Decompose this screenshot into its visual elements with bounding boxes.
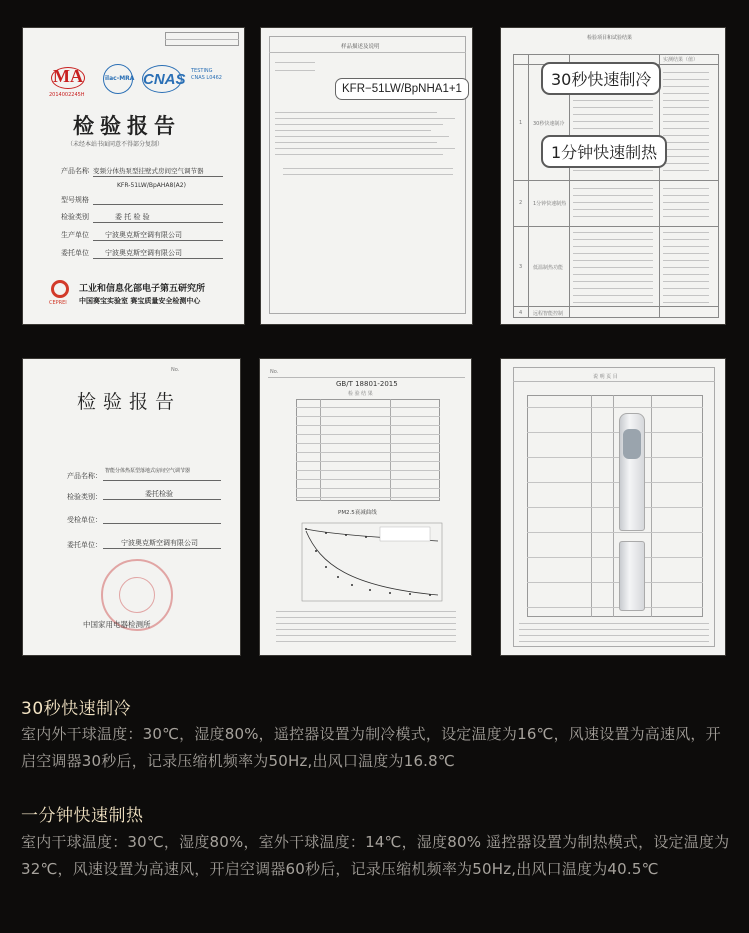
institute-name: 中国家用电器检测所 bbox=[83, 620, 151, 629]
field-label: 委托单位 bbox=[61, 249, 89, 257]
text-line bbox=[663, 72, 709, 73]
text-line bbox=[663, 93, 709, 94]
text-line bbox=[527, 407, 703, 408]
text-line bbox=[573, 216, 653, 217]
text-line bbox=[527, 457, 703, 458]
text-line bbox=[275, 118, 455, 119]
text-line bbox=[275, 124, 443, 125]
field-label: 受检单位： bbox=[67, 516, 102, 524]
ilac-logo-icon bbox=[103, 64, 133, 94]
text-line bbox=[663, 121, 709, 122]
divider bbox=[613, 395, 614, 617]
cma-logo-text: MA bbox=[53, 66, 83, 86]
institute-abbr: CEPREI bbox=[49, 300, 67, 306]
report-image-4[interactable] bbox=[22, 358, 241, 656]
text-line bbox=[663, 149, 709, 150]
text-line bbox=[663, 232, 709, 233]
document-heading: 说 明 页 目 bbox=[593, 374, 618, 380]
field-value-model: KFR-51LW/BpAHA8(A2) bbox=[117, 182, 186, 189]
field-label: 检验类别： bbox=[67, 493, 102, 501]
model-callout: KFR−51LW/BpNHA1+1 bbox=[335, 78, 469, 100]
field-underline bbox=[103, 480, 221, 481]
report-image-5[interactable] bbox=[259, 358, 472, 656]
text-line bbox=[663, 202, 709, 203]
text-line bbox=[573, 274, 653, 275]
cma-code: 2014002245H bbox=[49, 92, 85, 98]
institute-name: 工业和信息化部电子第五研究所 bbox=[79, 284, 206, 294]
section-body-heating: 室内干球温度：30℃，湿度80%，室外干球温度：14℃，湿度80% 遥控器设置为制热模式，设定温度为32℃，风速设置为高速风，开启空调器60秒后，记录压缩机频率为50Hz,出风口温度为40.5℃ bbox=[21, 833, 730, 878]
cnas-sub: TESTING CNAS L0462 bbox=[191, 68, 222, 81]
standard-code: GB/T 18801-2015 bbox=[336, 380, 398, 388]
report-image-3[interactable] bbox=[500, 27, 726, 325]
heating-callout: 1分钟快速制热 bbox=[541, 135, 667, 168]
text-line bbox=[527, 482, 703, 483]
row-item: 1分钟快速制热 bbox=[533, 201, 567, 207]
text-line bbox=[663, 288, 709, 289]
model-table bbox=[527, 395, 703, 617]
text-line bbox=[527, 432, 703, 433]
divider bbox=[165, 39, 239, 40]
ilac-logo-text: ilac-MRA bbox=[105, 75, 135, 82]
text-line bbox=[663, 246, 709, 247]
divider bbox=[591, 395, 592, 617]
text-line bbox=[275, 62, 315, 63]
section-title-cooling: 30秒快速制冷 bbox=[21, 699, 132, 719]
text-line bbox=[573, 195, 653, 196]
text-line bbox=[663, 86, 709, 87]
field-label: 生产单位 bbox=[61, 231, 89, 239]
text-line bbox=[663, 239, 709, 240]
document-heading: 样品描述及说明 bbox=[341, 44, 380, 50]
row-item: 30秒快速制冷 bbox=[533, 121, 565, 127]
text-line bbox=[663, 188, 709, 189]
text-line bbox=[527, 582, 703, 583]
field-underline bbox=[93, 204, 223, 205]
report-image-6[interactable] bbox=[500, 358, 726, 656]
text-line bbox=[573, 202, 653, 203]
section-title-heating: 一分钟快速制热 bbox=[21, 806, 144, 826]
text-line bbox=[573, 107, 653, 108]
text-line bbox=[663, 170, 709, 171]
text-line bbox=[573, 302, 653, 303]
report-subtitle: （未经本站书面同意不得部分复制） bbox=[67, 141, 164, 148]
field-underline bbox=[103, 499, 221, 500]
field-underline bbox=[103, 523, 221, 524]
row-number: 2 bbox=[519, 200, 523, 206]
field-label: 检验类别 bbox=[61, 213, 89, 221]
text-line bbox=[573, 281, 653, 282]
text-line bbox=[573, 128, 653, 129]
text-line bbox=[663, 260, 709, 261]
text-line bbox=[276, 623, 456, 624]
field-label: 产品名称 bbox=[61, 167, 89, 175]
text-line bbox=[276, 641, 456, 642]
cma-logo-ring bbox=[51, 67, 85, 89]
text-line bbox=[573, 100, 653, 101]
field-value: 智能分体热泵型落地式房间空气调节器 bbox=[105, 468, 191, 474]
report-image-2[interactable] bbox=[260, 27, 473, 325]
text-line bbox=[275, 130, 431, 131]
text-line bbox=[663, 267, 709, 268]
text-line bbox=[276, 617, 456, 618]
field-underline bbox=[93, 258, 223, 259]
text-line bbox=[663, 253, 709, 254]
text-line bbox=[663, 107, 709, 108]
row-item: 低温制热功能 bbox=[533, 265, 564, 271]
report-number: No. bbox=[270, 369, 279, 375]
cnas-logo-text: CNAS bbox=[143, 71, 186, 88]
divider bbox=[528, 54, 529, 318]
text-line bbox=[283, 168, 453, 169]
text-line bbox=[573, 170, 653, 171]
text-line bbox=[573, 209, 653, 210]
divider bbox=[269, 52, 466, 53]
column-header: 实测结果（值） bbox=[663, 57, 699, 63]
section-body-cooling: 室内外干球温度：30℃，湿度80%，遥控器设置为制冷模式，设定温度为16℃，风速设置为高速风，开启空调器30秒后，记录压缩机频率为50Hz,出风口温度为16.8℃ bbox=[21, 725, 721, 770]
field-underline bbox=[103, 548, 221, 549]
text-line bbox=[663, 216, 709, 217]
cma-logo-icon bbox=[51, 66, 87, 90]
table-row-divider bbox=[513, 180, 719, 181]
chart-caption: PM2.5衰减曲线 bbox=[338, 510, 377, 516]
text-line bbox=[573, 114, 653, 115]
row-number: 4 bbox=[519, 310, 523, 316]
field-value: 宁波奥克斯空调有限公司 bbox=[121, 539, 198, 547]
institute-sub: 中国赛宝实验室 赛宝质量安全检测中心 bbox=[79, 297, 201, 305]
table-row-divider bbox=[513, 306, 719, 307]
text-line bbox=[663, 100, 709, 101]
text-line bbox=[275, 136, 449, 137]
report-title: 检验报告 bbox=[77, 391, 182, 413]
text-line bbox=[663, 302, 709, 303]
document-heading: 检验项目和试验结果 bbox=[587, 35, 633, 41]
field-value: 变频分体热泵型挂壁式房间空气调节器 bbox=[93, 167, 204, 175]
text-line bbox=[519, 641, 709, 642]
field-value: 委托检验 bbox=[145, 490, 173, 498]
text-line bbox=[663, 281, 709, 282]
text-line bbox=[519, 629, 709, 630]
text-line bbox=[663, 274, 709, 275]
text-line bbox=[663, 135, 709, 136]
text-line bbox=[663, 209, 709, 210]
text-line bbox=[663, 295, 709, 296]
text-line bbox=[276, 629, 456, 630]
text-line bbox=[275, 142, 437, 143]
report-title: 检验报告 bbox=[73, 113, 181, 138]
text-line bbox=[573, 121, 653, 122]
text-line bbox=[573, 253, 653, 254]
row-number: 1 bbox=[519, 120, 523, 126]
text-line bbox=[663, 195, 709, 196]
report-number: No. bbox=[171, 367, 180, 373]
text-line bbox=[527, 532, 703, 533]
text-line bbox=[527, 607, 703, 608]
text-line bbox=[663, 156, 709, 157]
text-line bbox=[573, 288, 653, 289]
ceprei-logo-icon bbox=[51, 280, 69, 298]
text-line bbox=[663, 163, 709, 164]
divider bbox=[651, 395, 652, 617]
text-line bbox=[573, 260, 653, 261]
field-label: 型号规格 bbox=[61, 196, 89, 204]
field-underline bbox=[93, 176, 223, 177]
field-underline bbox=[93, 222, 223, 223]
field-label: 产品名称： bbox=[67, 472, 102, 480]
text-line bbox=[573, 239, 653, 240]
text-line bbox=[276, 611, 456, 612]
text-line bbox=[663, 128, 709, 129]
text-line bbox=[276, 635, 456, 636]
text-line bbox=[527, 507, 703, 508]
text-line bbox=[663, 142, 709, 143]
field-value: 宁波奥克斯空调有限公司 bbox=[105, 249, 182, 257]
field-value: 宁波奥克斯空调有限公司 bbox=[105, 231, 182, 239]
text-line bbox=[275, 112, 437, 113]
text-line bbox=[573, 188, 653, 189]
text-line bbox=[275, 154, 443, 155]
report-image-1[interactable] bbox=[22, 27, 245, 325]
official-seal-inner bbox=[119, 577, 155, 613]
text-line bbox=[663, 114, 709, 115]
field-underline bbox=[93, 240, 223, 241]
text-line bbox=[283, 174, 453, 175]
row-number: 3 bbox=[519, 264, 523, 270]
text-line bbox=[573, 295, 653, 296]
document-heading: 检 验 结 果 bbox=[348, 391, 373, 397]
table-row-divider bbox=[513, 226, 719, 227]
text-line bbox=[519, 623, 709, 624]
ac-unit-panel bbox=[623, 429, 641, 459]
text-line bbox=[275, 148, 455, 149]
ac-unit-image bbox=[619, 541, 645, 611]
text-line bbox=[519, 635, 709, 636]
cooling-callout: 30秒快速制冷 bbox=[541, 62, 661, 95]
row-item: 远程智能控制 bbox=[533, 311, 564, 317]
field-label: 委托单位： bbox=[67, 541, 102, 549]
text-line bbox=[573, 267, 653, 268]
text-line bbox=[573, 246, 653, 247]
cnas-logo-icon bbox=[139, 65, 189, 95]
text-line bbox=[275, 70, 315, 71]
divider bbox=[659, 54, 660, 318]
divider bbox=[513, 381, 715, 382]
text-line bbox=[527, 557, 703, 558]
text-line bbox=[573, 232, 653, 233]
field-value: 委 托 检 验 bbox=[115, 213, 150, 221]
text-line bbox=[663, 79, 709, 80]
